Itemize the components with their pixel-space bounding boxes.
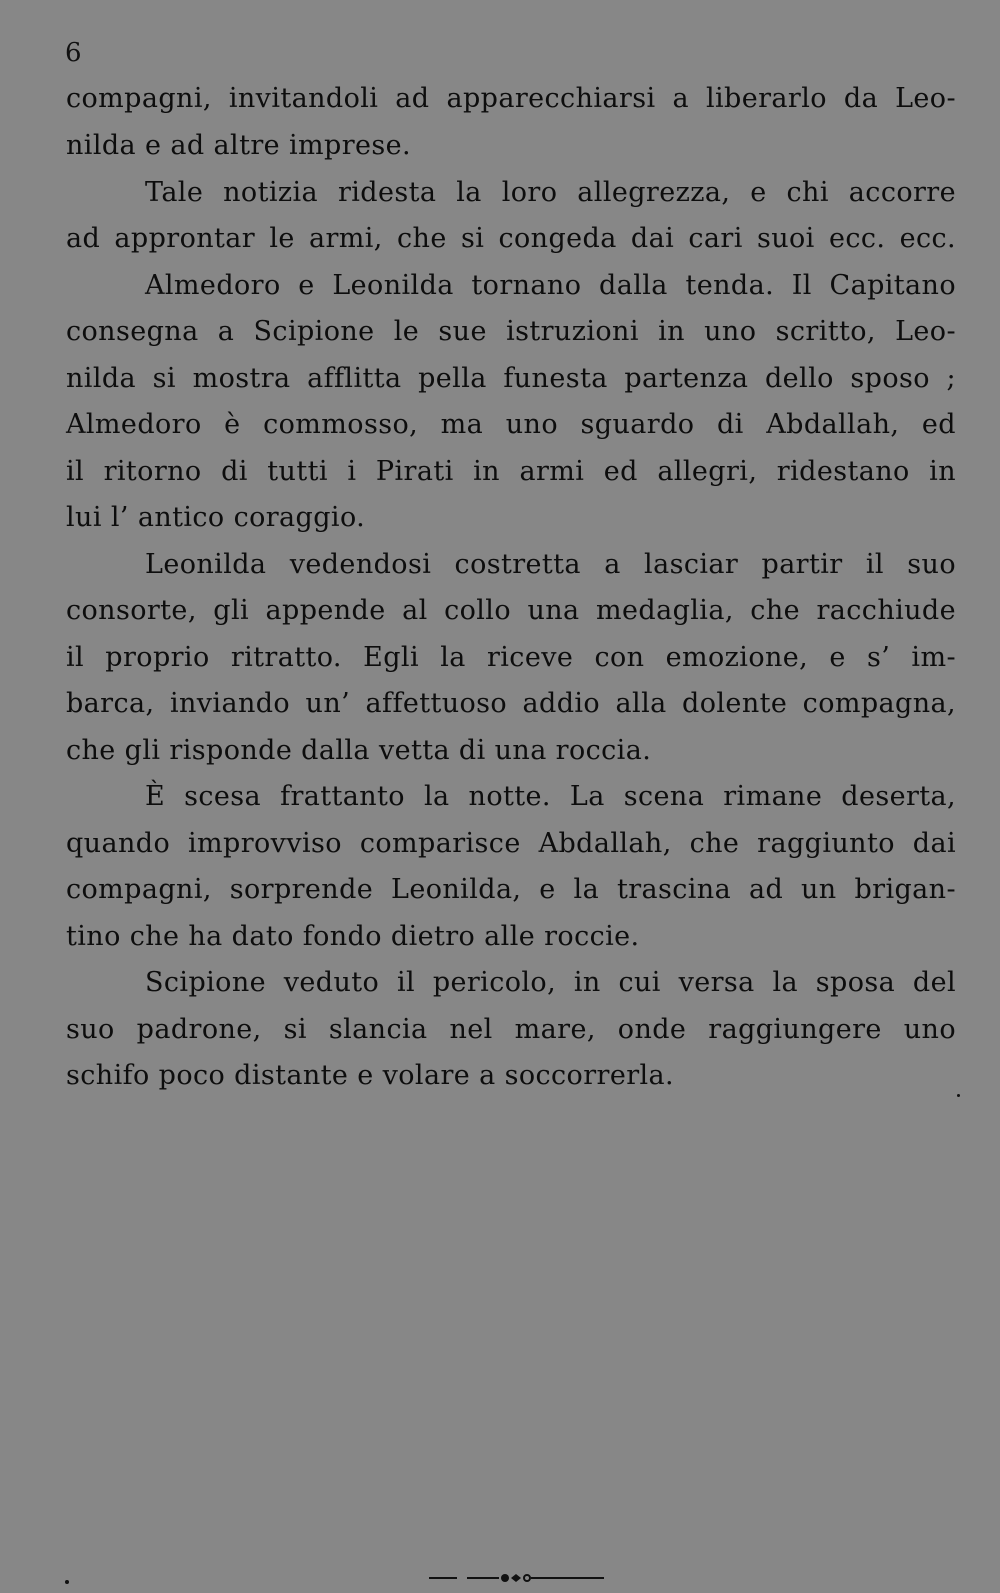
text-line: Almedoro è commosso, ma uno sguardo di Abdallah, ed xyxy=(66,409,956,440)
text-line: Leonilda vedendosi costretta a lasciar partir il suo xyxy=(145,549,956,580)
text-line: tino che ha dato fondo dietro alle roccie. xyxy=(66,921,640,952)
text-line: ad approntar le armi, che si congeda dai cari suoi ecc. ecc. xyxy=(66,223,956,254)
text-line: che gli risponde dalla vetta di una roccia. xyxy=(66,735,652,766)
text-line: il proprio ritratto. Egli la riceve con emozione, e s’ im- xyxy=(66,642,956,673)
text-line: suo padrone, si slancia nel mare, onde raggiungere uno xyxy=(66,1014,956,1045)
text-line: Scipione veduto il pericolo, in cui versa la sposa del xyxy=(145,967,956,998)
text-line: nilda si mostra afflitta pella funesta partenza dello sposo ; xyxy=(66,363,956,394)
text-line: Tale notizia ridesta la loro allegrezza, e chi accorre xyxy=(145,177,956,208)
scan-speck xyxy=(65,1580,69,1584)
text-line: nilda e ad altre imprese. xyxy=(66,130,412,161)
text-line: compagni, invitandoli ad apparecchiarsi a liberarlo da Leo- xyxy=(66,83,956,114)
scan-speck xyxy=(957,1094,960,1097)
text-line: È scesa frattanto la notte. La scena rimane deserta, xyxy=(145,781,956,812)
text-line: lui l’ antico coraggio. xyxy=(66,502,366,533)
text-line: consegna a Scipione le sue istruzioni in uno scritto, Leo- xyxy=(66,316,956,347)
text-line: il ritorno di tutti i Pirati in armi ed allegri, ridestano in xyxy=(66,456,956,487)
section-divider-ornament xyxy=(429,1571,609,1585)
text-line: consorte, gli appende al collo una medaglia, che racchiude xyxy=(66,595,956,626)
page-number: 6 xyxy=(65,38,82,68)
text-line: compagni, sorprende Leonilda, e la trascina ad un brigan- xyxy=(66,874,956,905)
text-line: Almedoro e Leonilda tornano dalla tenda. Il Capitano xyxy=(145,270,956,301)
text-line: schifo poco distante e volare a soccorrerla. xyxy=(66,1060,675,1091)
text-line: barca, inviando un’ affettuoso addio alla dolente compagna, xyxy=(66,688,956,719)
text-line: quando improvviso comparisce Abdallah, che raggiunto dai xyxy=(66,828,956,859)
